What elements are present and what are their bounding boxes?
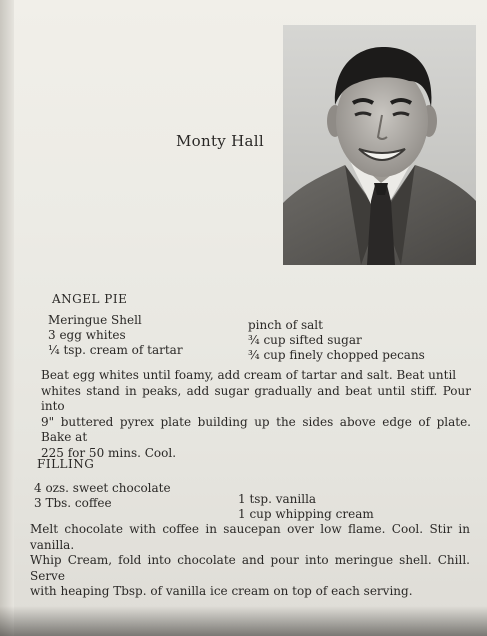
direction-line: with heaping Tbsp. of vanilla ice cream on top of each serving. bbox=[30, 584, 413, 598]
portrait-illustration bbox=[283, 25, 476, 265]
portrait-photo bbox=[283, 25, 476, 265]
filling-title: FILLING bbox=[37, 457, 95, 471]
ingredient-line: ¾ cup finely chopped pecans bbox=[248, 348, 425, 362]
recipe-title: ANGEL PIE bbox=[52, 292, 128, 306]
direction-line: Beat egg whites until foamy, add cream of tartar and salt. Beat until bbox=[41, 368, 457, 382]
recipe-ingredients-left bbox=[48, 313, 183, 358]
ingredient-line: 3 Tbs. coffee bbox=[34, 496, 112, 510]
ingredient-line: ¾ cup sifted sugar bbox=[248, 333, 362, 347]
direction-line: Melt chocolate with coffee in saucepan over low flame. Cool. Stir in vanilla. bbox=[30, 522, 470, 552]
page-gutter bbox=[0, 0, 14, 636]
ingredient-line: 1 cup whipping cream bbox=[238, 507, 374, 521]
ingredient-line: 1 tsp. vanilla bbox=[238, 492, 317, 506]
ingredient-line: 4 ozs. sweet chocolate bbox=[34, 481, 171, 495]
portrait-name: Monty Hall bbox=[176, 132, 264, 150]
recipe-ingredients-right bbox=[248, 318, 425, 363]
filling-ingredients-left bbox=[34, 481, 171, 511]
direction-line: 225 for 50 mins. Cool. bbox=[41, 445, 177, 460]
ingredient-line: pinch of salt bbox=[248, 318, 323, 332]
recipe-directions bbox=[41, 368, 471, 461]
direction-line: Whip Cream, fold into chocolate and pour into meringue shell. Chill. Serve bbox=[30, 553, 470, 583]
filling-directions bbox=[30, 522, 470, 600]
direction-line: whites stand in peaks, add sugar gradually and beat until stiff. Pour into bbox=[41, 383, 471, 413]
ingredient-line: ¼ tsp. cream of tartar bbox=[48, 343, 183, 357]
filling-ingredients-right bbox=[238, 492, 374, 522]
page-edge-shadow bbox=[0, 606, 487, 636]
direction-line: 9" buttered pyrex plate building up the sides above edge of plate. Bake at bbox=[41, 414, 471, 444]
ingredient-line: 3 egg whites bbox=[48, 328, 126, 342]
ingredient-line: Meringue Shell bbox=[48, 313, 142, 327]
